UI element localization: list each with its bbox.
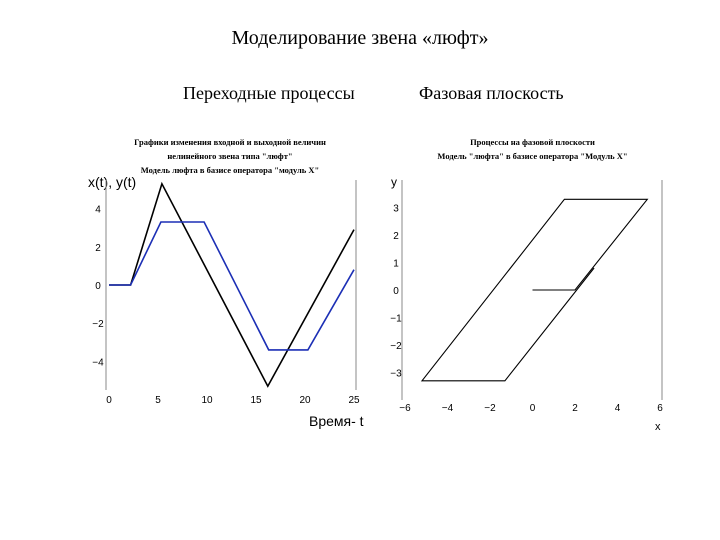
right-caption: Фазовая плоскость — [419, 83, 564, 103]
right-y-tick-label: 2 — [393, 231, 399, 242]
left-y-tick-label: 2 — [95, 242, 101, 254]
right-x-tick-label: 4 — [614, 403, 621, 414]
right-y-tick-label: 1 — [393, 258, 399, 270]
left-x-tick-label: 5 — [155, 395, 161, 406]
right-y-tick-label: 0 — [393, 286, 399, 297]
left-y-tick-label: 4 — [95, 204, 101, 216]
right-series-line-0 — [422, 199, 647, 380]
left-xlabel: Время- t — [309, 413, 364, 429]
left-x-tick-label: 15 — [250, 395, 262, 406]
right-x-tick-label: 0 — [529, 403, 536, 414]
right-xlabel: x — [655, 421, 661, 433]
right-chart-title-line: Модель "люфта" в базисе оператора "Модуль X" — [437, 151, 628, 161]
left-y-tick-label: −2 — [92, 319, 104, 331]
slide-title: Моделирование звена «люфт» — [231, 27, 489, 49]
right-x-tick-label: −4 — [441, 403, 454, 414]
left-chart-title-line: Модель люфта в базисе оператора "модуль X" — [140, 165, 320, 175]
left-x-tick-label: 10 — [201, 395, 213, 406]
right-x-tick-label: −6 — [399, 403, 411, 414]
right-y-tick-label: −1 — [390, 313, 402, 325]
right-y-tick-label: 3 — [393, 203, 399, 215]
right-y-tick-label: −3 — [390, 368, 402, 380]
left-y-tick-label: 0 — [95, 281, 101, 292]
left-y-tick-label: −4 — [92, 357, 104, 369]
left-x-tick-label: 25 — [348, 395, 360, 406]
left-series-line-1 — [109, 222, 354, 350]
right-ylabel: y — [391, 175, 397, 189]
left-x-tick-label: 0 — [106, 395, 112, 406]
right-x-tick-label: 2 — [572, 403, 578, 414]
left-chart-title-line: нелинейного звена типа "люфт" — [167, 151, 293, 161]
left-x-tick-label: 20 — [299, 395, 311, 406]
left-ylabel: x(t), y(t) — [88, 174, 137, 190]
right-x-tick-label: 6 — [657, 403, 663, 414]
left-chart-title-line: Графики изменения входной и выходной величин — [134, 137, 326, 147]
left-series-line-0 — [109, 184, 354, 386]
right-y-tick-label: −2 — [390, 341, 402, 352]
left-caption: Переходные процессы — [183, 83, 355, 103]
right-chart-title-line: Процессы на фазовой плоскости — [470, 137, 595, 147]
right-x-tick-label: −2 — [484, 403, 496, 414]
